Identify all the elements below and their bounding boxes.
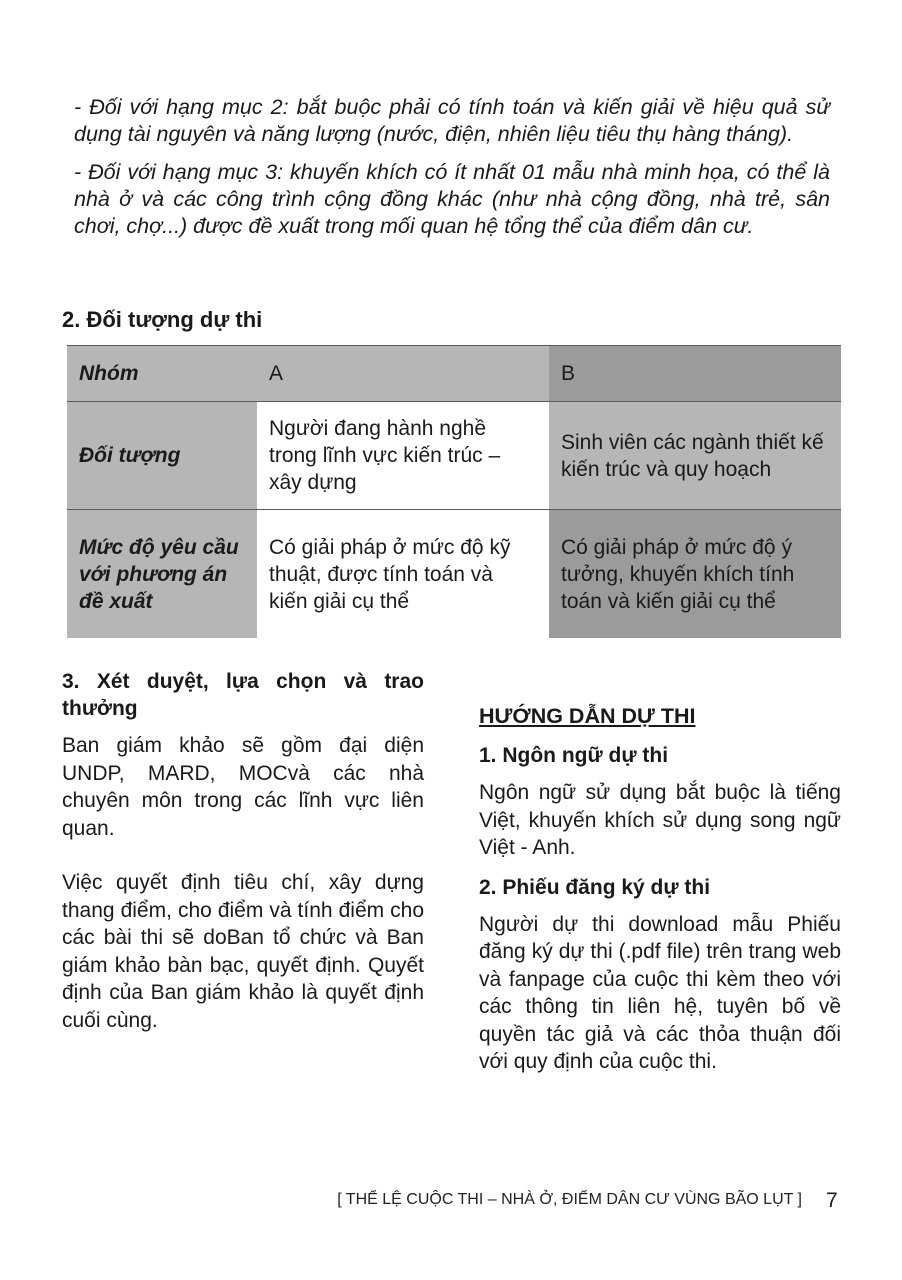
table-row bbox=[67, 510, 841, 639]
registration-paragraph: Người dự thi download mẫu Phiếu đăng ký dự thi (.pdf file) trên trang web và fanpage của cuộc thi kèm theo với các thông tin liên hệ, tuyên bố về quyền tác giả và các thỏa thuận đối với quy định của cuộc thi. bbox=[479, 912, 841, 1073]
running-footer: [ THỂ LỆ CUỘC THI – NHÀ Ở, ĐIỂM DÂN CƯ VÙNG BÃO LỤT ] bbox=[337, 1191, 802, 1208]
guide-column bbox=[479, 702, 841, 1076]
table-header-cell: B bbox=[549, 346, 841, 402]
table-cell: Sinh viên các ngành thiết kế kiến trúc và quy hoạch bbox=[549, 402, 841, 510]
section-3-paragraph: Việc quyết định tiêu chí, xây dựng thang điểm, cho điểm và tính điểm cho các bài thi sẽ doBan tổ chức và Ban giám khảo bàn bạc, quyết định. Quyết định của Ban giám khảo là quyết định cuối cùng. bbox=[62, 871, 424, 1032]
registration-subtitle: 2. Phiếu đăng ký dự thi bbox=[479, 875, 711, 899]
section-2-title: 2. Đối tượng dự thi bbox=[62, 307, 263, 332]
guide-title: HƯỚNG DẪN DỰ THI bbox=[479, 704, 696, 728]
table-header-cell: Nhóm bbox=[67, 346, 257, 402]
table-row-label: Mức độ yêu cầu với phương án đề xuất bbox=[67, 510, 257, 639]
table-cell: Người đang hành nghề trong lĩnh vực kiến trúc – xây dựng bbox=[257, 402, 549, 510]
intro-item-3: - Đối với hạng mục 3: khuyến khích có ít nhất 01 mẫu nhà minh họa, có thể là nhà ở và các công trình cộng đồng khác (như nhà cộng đồng, nhà trẻ, sân chơi, chợ...) được đề xuất trong mối quan hệ tổng thể của điểm dân cư. bbox=[74, 160, 830, 238]
section-3-title: 3. Xét duyệt, lựa chọn và trao thưởng bbox=[62, 670, 424, 720]
table-header-cell: A bbox=[257, 346, 549, 402]
section-3-paragraph: Ban giám khảo sẽ gồm đại diện UNDP, MARD, MOCvà các nhà chuyên môn trong các lĩnh vực liên quan. bbox=[62, 734, 424, 840]
table-row bbox=[67, 402, 841, 510]
language-paragraph: Ngôn ngữ sử dụng bắt buộc là tiếng Việt, khuyến khích sử dụng song ngữ Việt - Anh. bbox=[479, 781, 841, 859]
language-subtitle: 1. Ngôn ngữ dự thi bbox=[479, 744, 669, 767]
table-header-row bbox=[67, 346, 841, 402]
section-3-column bbox=[62, 668, 424, 1034]
table-cell: Có giải pháp ở mức độ kỹ thuật, được tính toán và kiến giải cụ thể bbox=[257, 510, 549, 639]
page-number: 7 bbox=[826, 1189, 838, 1212]
table-cell: Có giải pháp ở mức độ ý tưởng, khuyến khích tính toán và kiến giải cụ thể bbox=[549, 510, 841, 639]
intro-block bbox=[74, 94, 830, 251]
participants-table bbox=[67, 345, 841, 638]
intro-item-2: - Đối với hạng mục 2: bắt buộc phải có tính toán và kiến giải về hiệu quả sử dụng tài nguyên và năng lượng (nước, điện, nhiên liệu tiêu thụ hàng tháng). bbox=[74, 95, 830, 146]
table-row-label: Đối tượng bbox=[67, 402, 257, 510]
